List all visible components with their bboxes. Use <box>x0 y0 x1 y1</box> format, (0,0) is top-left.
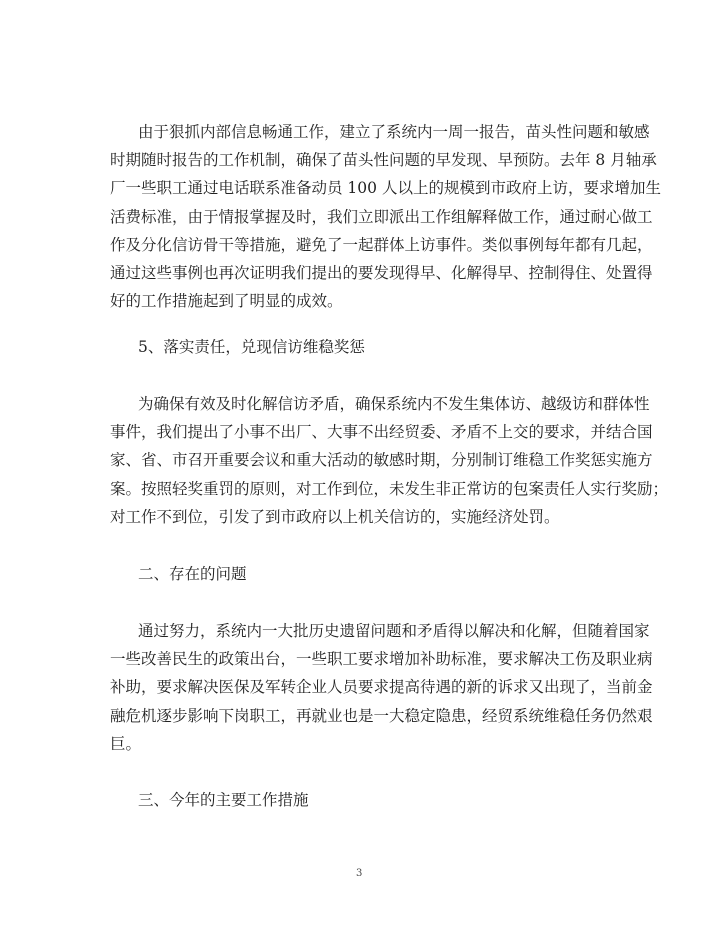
section-heading: 三、今年的主要工作措施 <box>138 791 309 809</box>
text-line: 好的工作措施起到了明显的成效。 <box>110 292 343 310</box>
section-heading: 5、落实责任，兑现信访维稳奖惩 <box>138 338 365 356</box>
text-line: 对工作不到位，引发了到市政府以上机关信访的，实施经济处罚。 <box>110 508 560 526</box>
text-line: 事件，我们提出了小事不出厂、大事不出经贸委、矛盾不上交的要求，并结合国 <box>110 423 653 441</box>
text-line: 巨。 <box>110 735 142 753</box>
text-line: 补助，要求解决医保及军转企业人员要求提高待遇的新的诉求又出现了，当前金 <box>110 678 653 696</box>
text-line: 融危机逐步影响下岗职工，再就业也是一大稳定隐患，经贸系统维稳任务仍然艰 <box>110 707 653 725</box>
text-line: 作及分化信访骨干等措施，避免了一起群体上访事件。类似事例每年都有几起， <box>110 236 653 254</box>
text-line: 厂一些职工通过电话联系准备动员 100 人以上的规模到市政府上访，要求增加生 <box>110 179 661 197</box>
text-line: 一些改善民生的政策出台，一些职工要求增加补助标准，要求解决工伤及职业病 <box>110 650 653 668</box>
section-heading: 二、存在的问题 <box>138 565 247 583</box>
text-line: 家、省、市召开重要会议和重大活动的敏感时期，分别制订维稳工作奖惩实施方 <box>110 451 653 469</box>
text-line: 为确保有效及时化解信访矛盾，确保系统内不发生集体访、越级访和群体性 <box>138 395 650 413</box>
text-line: 活费标准，由于情报掌握及时，我们立即派出工作组解释做工作，通过耐心做工 <box>110 208 653 226</box>
page-number: 3 <box>356 868 363 879</box>
text-line: 通过这些事例也再次证明我们提出的要发现得早、化解得早、控制得住、处置得 <box>110 264 653 282</box>
text-line: 通过努力，系统内一大批历史遗留问题和矛盾得以解决和化解，但随着国家 <box>138 622 650 640</box>
text-line: 案。按照轻奖重罚的原则，对工作到位，未发生非正常访的包案责任人实行奖励； <box>110 480 669 498</box>
text-line: 由于狠抓内部信息畅通工作，建立了系统内一周一报告，苗头性问题和敏感 <box>138 123 650 141</box>
text-line: 时期随时报告的工作机制，确保了苗头性问题的早发现、早预防。去年 8 月轴承 <box>110 151 657 169</box>
